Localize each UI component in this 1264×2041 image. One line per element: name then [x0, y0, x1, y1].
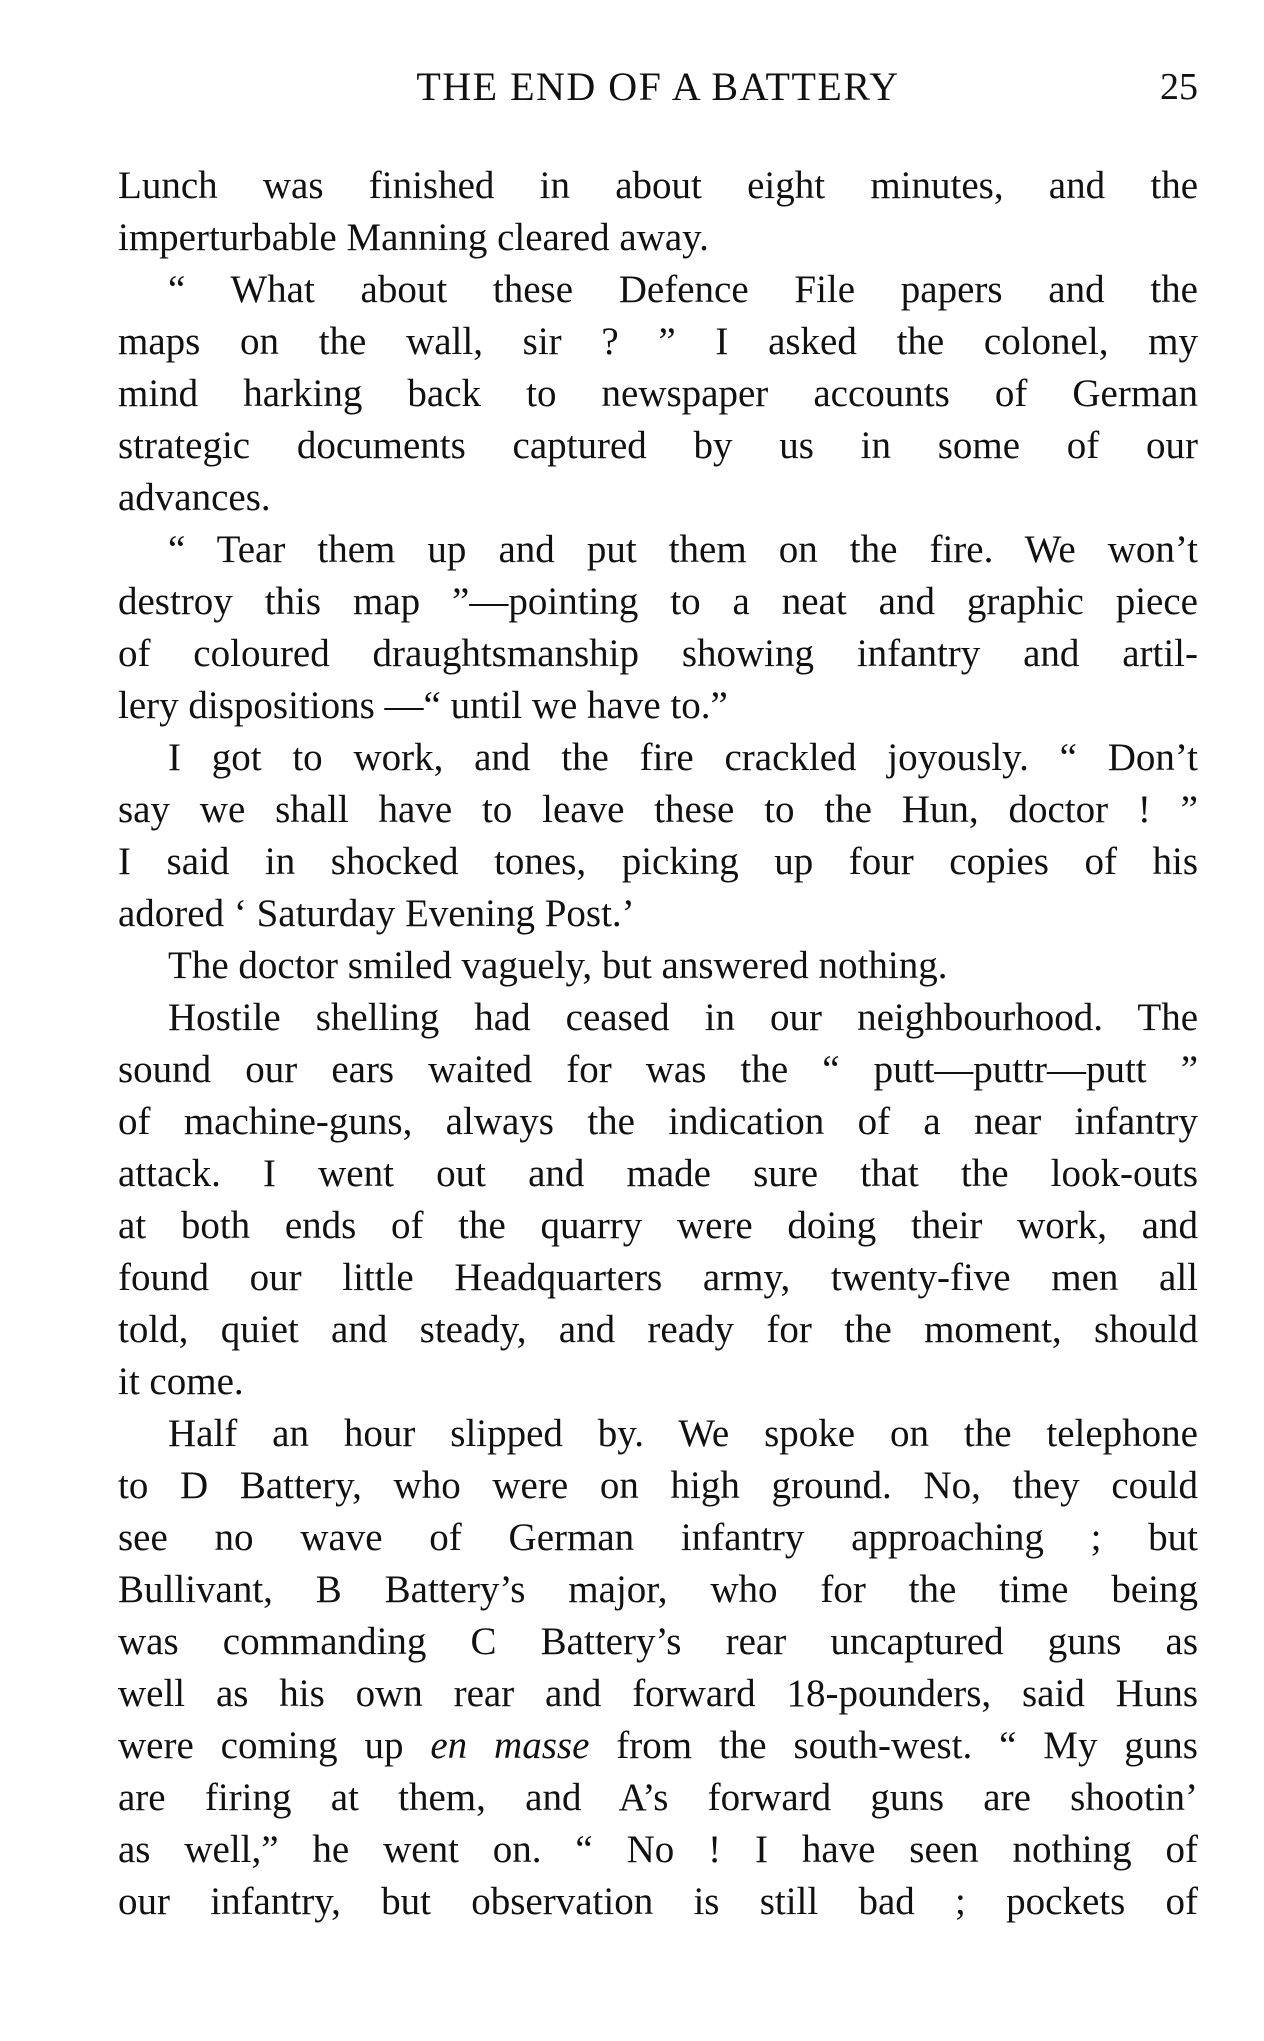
text-line: of coloured draughtsmanship showing infantry and artil-	[118, 632, 1198, 675]
text-line: “ What about these Defence File papers and the	[168, 268, 1198, 311]
text-line: lery dispositions —“ until we have to.”	[118, 684, 728, 727]
italic-phrase: en masse	[430, 1724, 590, 1767]
text-line: attack. I went out and made sure that the look-outs	[118, 1152, 1198, 1195]
text-line: at both ends of the quarry were doing their work, and	[118, 1204, 1198, 1247]
text-line-with-italic	[118, 1720, 1198, 1772]
text-line: as well,” he went on. “ No ! I have seen nothing of	[118, 1828, 1198, 1871]
text-line: destroy this map ”—pointing to a neat and graphic piece	[118, 580, 1198, 623]
text-line: The doctor smiled vaguely, but answered nothing.	[168, 944, 948, 987]
text-line: to D Battery, who were on high ground. No, they could	[118, 1464, 1198, 1507]
running-title: THE END OF A BATTERY	[416, 64, 900, 109]
running-head	[118, 62, 1198, 112]
body-text	[118, 160, 1198, 1928]
text-line: mind harking back to newspaper accounts of German	[118, 372, 1198, 415]
text-line: our infantry, but observation is still bad ; pockets of	[118, 1880, 1198, 1923]
text-line: I got to work, and the fire crackled joyously. “ Don’t	[168, 736, 1198, 779]
text-line: adored ‘ Saturday Evening Post.’	[118, 892, 635, 935]
text-line: advances.	[118, 476, 271, 519]
line-segment: were coming up	[118, 1724, 431, 1767]
text-line: say we shall have to leave these to the Hun, doctor ! ”	[118, 788, 1198, 831]
page-number: 25	[1160, 66, 1198, 108]
text-line: strategic documents captured by us in some of our	[118, 424, 1198, 467]
text-line: see no wave of German infantry approaching ; but	[118, 1516, 1198, 1559]
text-line: well as his own rear and forward 18-pounders, said Huns	[118, 1672, 1198, 1715]
text-line: imperturbable Manning cleared away.	[118, 216, 709, 259]
text-line: found our little Headquarters army, twenty-five men all	[118, 1256, 1198, 1299]
text-line: sound our ears waited for was the “ putt—puttr—putt ”	[118, 1048, 1198, 1091]
text-line: Lunch was finished in about eight minutes, and the	[118, 164, 1198, 207]
text-line: told, quiet and steady, and ready for the moment, should	[118, 1308, 1198, 1351]
text-line: maps on the wall, sir ? ” I asked the colonel, my	[118, 320, 1198, 363]
text-line: Half an hour slipped by. We spoke on the telephone	[168, 1412, 1198, 1455]
text-line: it come.	[118, 1360, 244, 1403]
line-segment: from the south-west. “ My guns	[589, 1724, 1198, 1767]
text-line: of machine-guns, always the indication of a near infantry	[118, 1100, 1198, 1143]
text-line: I said in shocked tones, picking up four copies of his	[118, 840, 1198, 883]
text-line: was commanding C Battery’s rear uncaptured guns as	[118, 1620, 1198, 1663]
text-line: Bullivant, B Battery’s major, who for the time being	[118, 1568, 1198, 1611]
text-line: Hostile shelling had ceased in our neighbourhood. The	[168, 996, 1198, 1039]
text-line: “ Tear them up and put them on the fire. We won’t	[168, 528, 1198, 571]
text-line: are firing at them, and A’s forward guns are shootin’	[118, 1776, 1198, 1819]
